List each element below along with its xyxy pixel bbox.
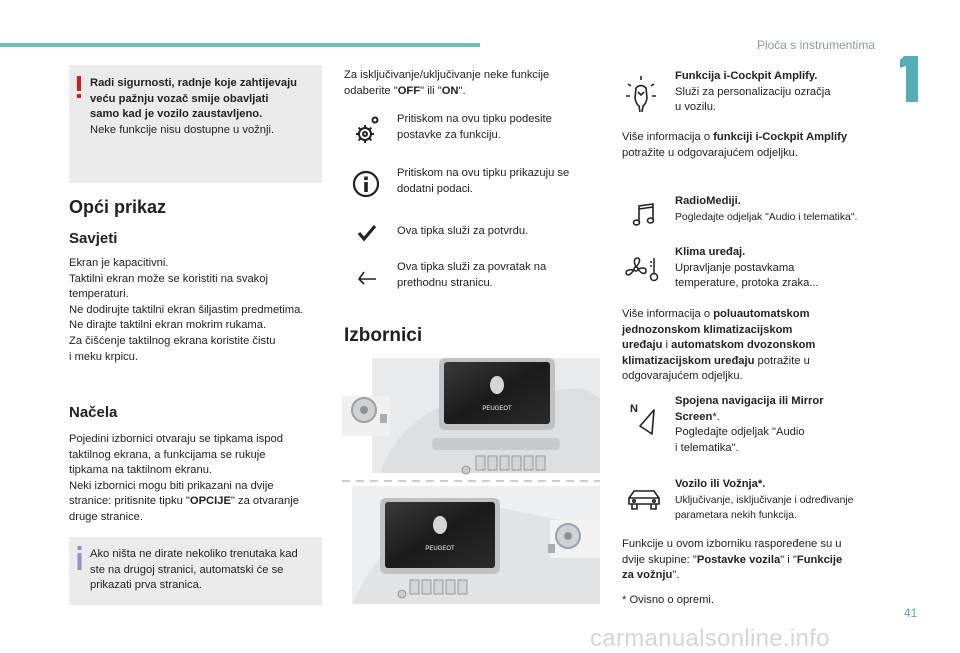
radio-item-text: RadioMediji. Pogledajte odjeljak "Audio i telematika". (675, 195, 858, 223)
izbornici-heading: Izbornici (344, 325, 423, 346)
back-item-text: Ova tipka služi za povratak na prethodnu stranicu. (397, 261, 547, 289)
intro-text: Za isključivanje/uključivanje neke funkcije odaberite "OFF" ili "ON". (344, 69, 550, 97)
navigation-arrow-icon (630, 402, 660, 436)
info-text: Ako ništa ne dirate nekoliko trenutaka kad ste na drugoj stranici, automatski će se prikazati prva stranica. (90, 548, 298, 592)
savjeti-heading: Savjeti (69, 230, 118, 247)
music-note-icon (632, 202, 656, 228)
warning-icon (76, 76, 82, 98)
svg-text:N: N (630, 403, 638, 415)
info-icon (76, 546, 83, 570)
car-icon (627, 488, 661, 512)
header-accent-bar (0, 43, 480, 47)
page-title: Opći prikaz (69, 197, 167, 217)
cockpit-amplify-icon (624, 74, 658, 114)
cockpit-more-text: Više informacija o funkciji i-Cockpit Amplify potražite u odgovarajućem odjeljku. (622, 131, 848, 159)
back-arrow-icon (356, 263, 378, 285)
nacela-text: Pojedini izbornici otvaraju se tipkama ispod taktilnog ekrana, a funkcijama se rukuje tipkama na taktilnom ekranu. Neki izbornici mogu biti prikazani na dvije stranice: pritisnite tipku "OPCIJE" za otvaranje druge stranice. (69, 433, 299, 523)
warning-text: Neke funkcije nisu dostupne u vožnji. (90, 124, 275, 136)
section-title: Ploča s instrumentima (756, 38, 875, 52)
gear-icon (354, 114, 380, 148)
klima-item-text: Klima uređaj. Upravljanje postavkama temperature, protoka zraka... (675, 246, 819, 290)
klima-more-text: Više informacija o poluautomatskom jednozonskom klimatizacijskom uređaju i automatskom dvozonskom klimatizacijskom uređaju potražite u odgovarajućem odjeljku. (622, 308, 816, 383)
nacela-heading: Načela (69, 404, 118, 421)
dashboard-illustration (342, 358, 600, 609)
chapter-marker (896, 56, 924, 104)
footnote: * Ovisno o opremi. (622, 594, 715, 606)
confirm-item-text: Ova tipka služi za potvrdu. (397, 225, 529, 237)
settings-item-text: Pritiskom na ovu tipku podesite postavke za funkciju. (397, 113, 552, 141)
vozilo-item-text: Vozilo ili Vožnja*. Uključivanje, isključivanje i određivanje parametara nekih funkcija. (675, 478, 854, 522)
checkmark-icon (357, 224, 377, 242)
screen-brand-text: PEUGEOT (482, 406, 512, 412)
svg-text:PEUGEOT: PEUGEOT (425, 546, 455, 552)
warning-text-bold: Radi sigurnosti, radnje koje zahtijevaju veću pažnju vozač smije obavljati samo kad je vozilo zaustavljeno. (90, 77, 298, 121)
fan-thermometer-icon (624, 254, 660, 284)
info-circle-icon (352, 170, 380, 198)
info-item-text: Pritiskom na ovu tipku prikazuju se dodatni podaci. (397, 167, 570, 195)
savjeti-text: Ekran je kapacitivni. Taktilni ekran može se koristiti na svakoj temperaturi. Ne dodirujte taktilni ekran šiljastim predmetima. Ne dirajte taktilni ekran mokrim rukama. Za čišćenje taktilnog ekrana koristite čistu i meku krpicu. (69, 257, 304, 363)
cockpit-item-text: Funkcija i-Cockpit Amplify. Služi za personalizaciju ozračja u vozilu. (675, 70, 831, 114)
watermark: carmanualsonline.info (590, 625, 830, 652)
groups-text: Funkcije u ovom izborniku raspoređene su u dvije skupine: "Postavke vozila" i "Funkcije za vožnju". (622, 538, 843, 582)
nav-item-text: Spojena navigacija ili Mirror Screen*. Pogledajte odjeljak "Audio i telematika". (675, 395, 824, 454)
page-number: 41 (904, 606, 918, 620)
